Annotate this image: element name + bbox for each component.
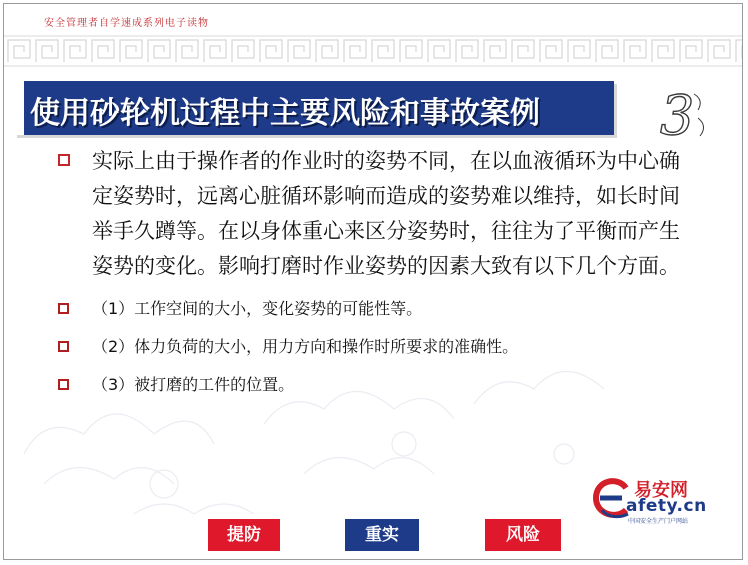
sub-item-2 [54,332,694,362]
sub-item-1 [54,294,694,324]
chapter-number: 3 [660,84,695,144]
square-bullet-icon [58,303,69,314]
square-bullet-icon [58,379,69,390]
slide [3,3,743,560]
title-bar [14,81,614,135]
anquan-logo[interactable] [592,474,722,528]
series-header: 安全管理者自学速成系列电子读物 [44,18,209,29]
title-accent [14,81,24,135]
logo-en-text: afety.cn [626,496,707,516]
main-paragraph-text: 实际上由于操作者的作业时的姿势不同，在以血液循环为中心确定姿势时，远离心脏循环影响而造成的姿势难以维持，如长时间举手久蹲等。在以身体重心来区分姿势时，往往为了平衡而产生姿势的变化。影响打磨时作业姿势的因素大致有以下几个方面。 [92,149,680,278]
risk-button[interactable]: 风险 [485,519,561,551]
prevent-button[interactable]: 提防 [208,519,280,551]
page-title: 使用砂轮机过程中主要风险和事故案例 [30,96,540,131]
logo-sub-text: 中国安全生产门户网站 [628,518,689,525]
square-bullet-icon [58,154,70,166]
chapter-number-ornament [654,84,714,144]
sub-item-text: （2）体力负荷的大小，用力方向和操作时所要求的准确性。 [92,337,519,356]
main-paragraph-item [54,144,694,284]
logo-cn-text: 易安网 [634,480,688,501]
sub-item-3 [54,370,694,400]
content-area [54,144,694,400]
square-bullet-icon [58,341,69,352]
sub-item-text: （3）被打磨的工件的位置。 [92,375,295,394]
greek-key-border [4,34,743,68]
focus-button[interactable]: 重实 [345,519,419,551]
sub-item-text: （1）工作空间的大小，变化姿势的可能性等。 [92,299,423,318]
